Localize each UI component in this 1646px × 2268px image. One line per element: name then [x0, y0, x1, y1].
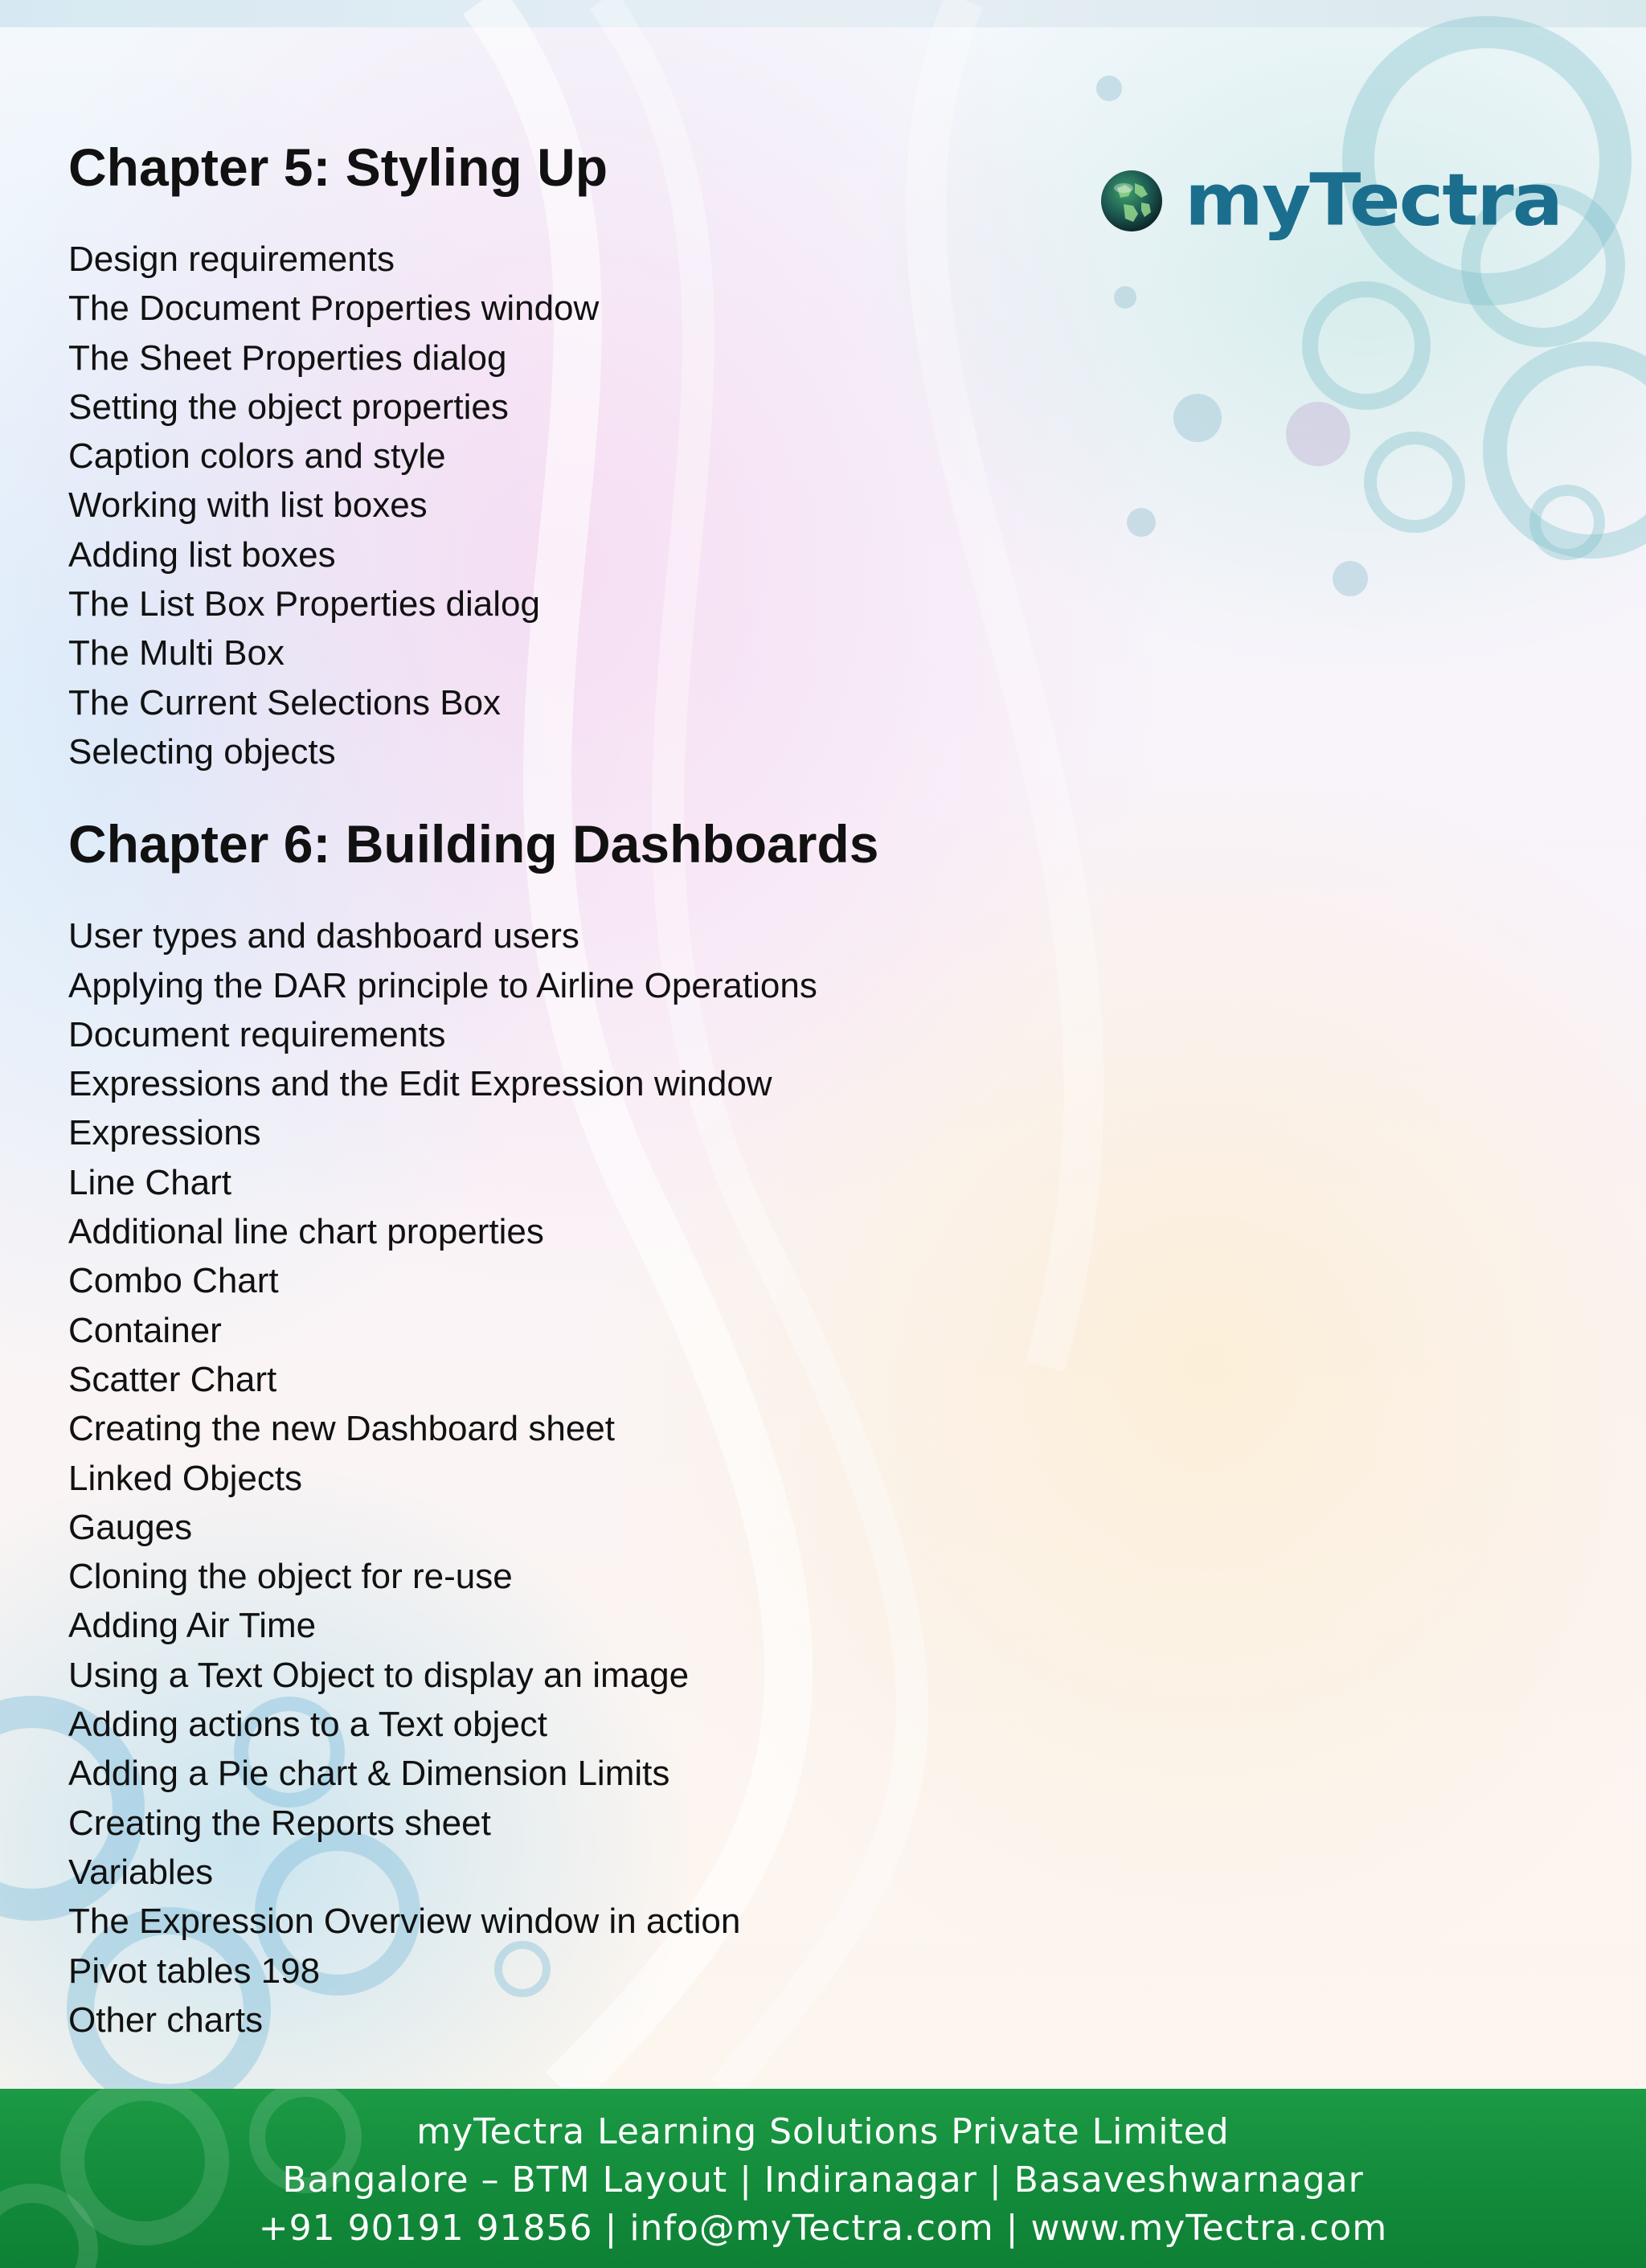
chapter-heading: Chapter 5: Styling Up: [68, 137, 608, 197]
list-item: Creating the Reports sheet: [68, 1803, 491, 1843]
list-item: Adding Air Time: [68, 1606, 317, 1646]
footer-company: myTectra Learning Solutions Private Limited: [416, 2111, 1230, 2152]
list-item: Cloning the object for re-use: [68, 1557, 513, 1597]
chapter-5-section: [68, 137, 1033, 776]
list-item: Design requirements: [68, 239, 395, 279]
list-item: Additional line chart properties: [68, 1212, 544, 1252]
list-item: The Multi Box: [68, 633, 285, 673]
list-item: Applying the DAR principle to Airline Operations: [68, 965, 817, 1005]
mytectra-logo: [1099, 158, 1562, 243]
chapter-6-topics: [68, 911, 1033, 2045]
list-item: Adding list boxes: [68, 534, 336, 575]
list-item: Gauges: [68, 1507, 193, 1547]
logo-wordmark: myTectra: [1185, 158, 1562, 243]
list-item: Selecting objects: [68, 731, 336, 772]
table-of-contents: [68, 137, 1033, 2086]
chapter-6-section: [68, 814, 1033, 2045]
list-item: The Current Selections Box: [68, 682, 502, 723]
list-item: Working with list boxes: [68, 485, 428, 526]
globe-icon: [1099, 169, 1164, 233]
list-item: The Sheet Properties dialog: [68, 338, 507, 378]
footer-contact: +91 90191 91856 | info@myTectra.com | www.myTectra.com: [258, 2208, 1388, 2249]
list-item: Creating the new Dashboard sheet: [68, 1409, 615, 1449]
list-item: Adding actions to a Text object: [68, 1705, 548, 1745]
list-item: The Expression Overview window in action: [68, 1902, 741, 1942]
list-item: Expressions and the Edit Expression window: [68, 1064, 772, 1104]
list-item: Adding a Pie chart & Dimension Limits: [68, 1754, 670, 1794]
list-item: Pivot tables 198: [68, 1951, 321, 1991]
top-strip: [0, 0, 1646, 27]
chapter-heading: Chapter 6: Building Dashboards: [68, 814, 879, 874]
list-item: Scatter Chart: [68, 1359, 277, 1399]
list-item: The Document Properties window: [68, 289, 600, 329]
list-item: Setting the object properties: [68, 387, 509, 427]
list-item: Linked Objects: [68, 1458, 303, 1498]
footer-locations: Bangalore – BTM Layout | Indiranagar | Basaveshwarnagar: [282, 2160, 1364, 2200]
list-item: Container: [68, 1310, 222, 1350]
list-item: Caption colors and style: [68, 436, 446, 477]
footer-banner: [0, 2089, 1646, 2268]
list-item: User types and dashboard users: [68, 916, 579, 956]
list-item: Document requirements: [68, 1014, 446, 1054]
list-item: Combo Chart: [68, 1261, 279, 1301]
chapter-5-topics: [68, 235, 1033, 776]
list-item: The List Box Properties dialog: [68, 584, 540, 624]
list-item: Using a Text Object to display an image: [68, 1655, 690, 1695]
list-item: Other charts: [68, 2000, 264, 2040]
list-item: Line Chart: [68, 1162, 232, 1202]
list-item: Expressions: [68, 1113, 261, 1153]
list-item: Variables: [68, 1852, 214, 1892]
